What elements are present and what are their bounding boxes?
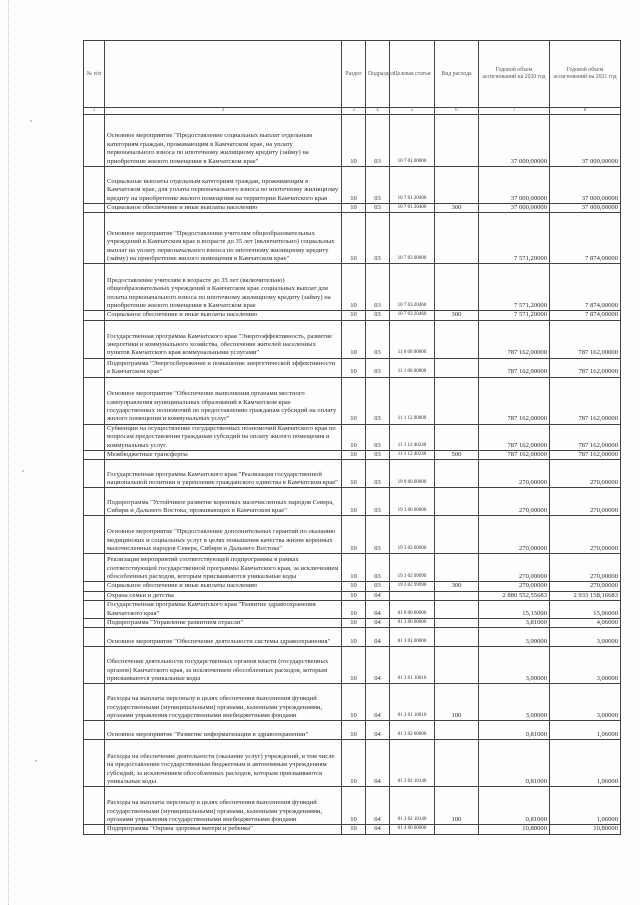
row-sum-2020-cell: 270,00000	[479, 554, 550, 582]
table-row	[84, 451, 621, 460]
row-sum-2020-cell: 787 162,00000	[479, 320, 550, 358]
row-podrazdel-cell: 03	[366, 320, 390, 358]
row-sum-2020-cell: 0,81000	[479, 721, 550, 740]
header-sum-2021: Годовой объем ассигнований на 2021 год	[550, 41, 621, 108]
table-row	[84, 554, 621, 582]
row-sum-2020-cell: 0,81000	[479, 740, 550, 787]
row-podrazdel-cell: 03	[366, 582, 390, 591]
row-name-cell: Социальные выплаты отдельным категориям граждан, проживающим в Камчатском крае, для уплаты первоначального взноса по ипотечному жилищному кредиту на приобретение жилого помещения на территории Камчатского края	[105, 167, 342, 204]
row-number-cell	[84, 516, 105, 554]
row-sum-2021-cell: 37 000,00000	[550, 204, 621, 213]
row-razdel-cell: 10	[342, 601, 366, 619]
row-razdel-cell: 10	[342, 213, 366, 264]
row-name-cell: Основное мероприятие "Развитие информатизации в здравоохранении"	[105, 721, 342, 740]
row-sum-2020-cell: 3,00000	[479, 684, 550, 721]
row-target-article-cell: 11 0 00 00000	[390, 320, 435, 358]
row-sum-2021-cell: 270,00000	[550, 582, 621, 591]
row-sum-2021-cell: 1,06000	[550, 787, 621, 825]
table-row	[84, 619, 621, 628]
row-number-cell	[84, 204, 105, 213]
row-expense-type-cell	[435, 488, 479, 516]
row-target-article-cell: 01 3 02 10140	[390, 740, 435, 787]
row-sum-2021-cell: 37 000,00000	[550, 167, 621, 204]
row-target-article-cell: 10 7 01 20400	[390, 204, 435, 213]
row-sum-2020-cell: 3,00000	[479, 628, 550, 647]
row-target-article-cell: 01 3 01 10010	[390, 647, 435, 684]
row-target-article-cell: 11 1 00 00000	[390, 358, 435, 377]
row-number-cell	[84, 358, 105, 377]
table-row	[84, 460, 621, 488]
row-sum-2021-cell: 787 162,00000	[550, 451, 621, 460]
row-podrazdel-cell: 03	[366, 424, 390, 450]
row-expense-type-cell	[435, 628, 479, 647]
row-number-cell	[84, 488, 105, 516]
row-sum-2020-cell: 7 571,20000	[479, 311, 550, 320]
row-expense-type-cell: 300	[435, 582, 479, 591]
row-sum-2021-cell: 787 162,00000	[550, 424, 621, 450]
row-name-cell: Расходы на выплаты персоналу в целях обеспечения выполнения функций государственными (муниципальными) органами, казенными учреждениями, органами управления государственными внебюджетными фондами	[105, 684, 342, 721]
row-sum-2021-cell: 3,00000	[550, 684, 621, 721]
header-name	[105, 41, 342, 108]
row-target-article-cell: 19 3 02 99990	[390, 582, 435, 591]
row-razdel-cell: 10	[342, 787, 366, 825]
row-podrazdel-cell: 03	[366, 460, 390, 488]
header-razdel: Раздел	[342, 41, 366, 108]
table-row	[84, 115, 621, 167]
row-number-cell	[84, 311, 105, 320]
row-target-article-cell: 01 3 02 00000	[390, 721, 435, 740]
row-name-cell: Основное мероприятие "Предоставление дополнительных гарантий по оказанию медицинских и социальных услуг в целях повышения качества жизни коренных малочисленных народов Севера, Сибири и Дальнего Востока"	[105, 516, 342, 554]
row-razdel-cell: 10	[342, 516, 366, 554]
row-razdel-cell: 10	[342, 358, 366, 377]
row-number-cell	[84, 601, 105, 619]
row-sum-2020-cell: 37 000,00000	[479, 204, 550, 213]
row-expense-type-cell: 500	[435, 451, 479, 460]
row-sum-2021-cell: 4,06000	[550, 619, 621, 628]
row-razdel-cell: 10	[342, 460, 366, 488]
table-row	[84, 358, 621, 377]
row-sum-2020-cell: 2 880 552,55683	[479, 591, 550, 600]
row-sum-2020-cell: 270,00000	[479, 582, 550, 591]
row-target-article-cell: 01 3 00 00000	[390, 619, 435, 628]
row-name-cell: Основное мероприятие "Обеспечение выполнения органами местного самоуправления муниципальных образований в Камчатском крае государственных полномочий по предоставлению гражданам субсидий на оплату жилого помещения и коммунальных услуг"	[105, 377, 342, 424]
row-sum-2021-cell: 37 000,00000	[550, 115, 621, 167]
row-name-cell: Обеспечение деятельности государственных органов власти (государственных органов) Камчатского края, за исключением обособленных расходов, которым присваиваются уникальные коды	[105, 647, 342, 684]
row-podrazdel-cell: 03	[366, 167, 390, 204]
row-number-cell	[84, 647, 105, 684]
budget-table	[83, 40, 621, 835]
table-row	[84, 424, 621, 450]
row-sum-2021-cell: 3,00000	[550, 647, 621, 684]
row-sum-2021-cell: 1,06000	[550, 740, 621, 787]
row-razdel-cell: 10	[342, 628, 366, 647]
row-expense-type-cell	[435, 460, 479, 488]
row-podrazdel-cell: 04	[366, 684, 390, 721]
row-target-article-cell: 11 1 12 00000	[390, 377, 435, 424]
row-target-article-cell: 19 3 02 00000	[390, 516, 435, 554]
row-podrazdel-cell: 03	[366, 451, 390, 460]
table-row	[84, 721, 621, 740]
column-number: 8	[550, 108, 621, 115]
row-expense-type-cell	[435, 647, 479, 684]
column-number: 6	[435, 108, 479, 115]
row-podrazdel-cell: 03	[366, 213, 390, 264]
row-podrazdel-cell: 03	[366, 358, 390, 377]
scan-speck	[35, 760, 37, 762]
row-expense-type-cell	[435, 619, 479, 628]
table-row	[84, 601, 621, 619]
row-razdel-cell: 10	[342, 619, 366, 628]
row-sum-2020-cell: 270,00000	[479, 488, 550, 516]
row-target-article-cell: 01 0 00 00000	[390, 601, 435, 619]
row-podrazdel-cell: 03	[366, 554, 390, 582]
table-row	[84, 264, 621, 311]
row-expense-type-cell	[435, 591, 479, 600]
table-row	[84, 213, 621, 264]
table-header-row	[84, 41, 621, 108]
row-podrazdel-cell: 04	[366, 825, 390, 834]
row-number-cell	[84, 213, 105, 264]
table-row	[84, 787, 621, 825]
row-razdel-cell: 10	[342, 451, 366, 460]
header-podrazdel: Подраздел	[366, 41, 390, 108]
row-sum-2020-cell: 787 162,00000	[479, 377, 550, 424]
row-razdel-cell: 10	[342, 204, 366, 213]
row-sum-2020-cell: 7 571,20000	[479, 213, 550, 264]
row-razdel-cell: 10	[342, 647, 366, 684]
row-sum-2021-cell: 7 874,00000	[550, 311, 621, 320]
header-target-article: Целевая статья	[390, 41, 435, 108]
row-target-article-cell: 01 4 00 00000	[390, 825, 435, 834]
row-target-article-cell: 10 7 01 00000	[390, 115, 435, 167]
row-podrazdel-cell: 03	[366, 115, 390, 167]
row-expense-type-cell	[435, 320, 479, 358]
row-number-cell	[84, 264, 105, 311]
row-sum-2020-cell: 270,00000	[479, 516, 550, 554]
table-row	[84, 516, 621, 554]
header-number: № п/п	[84, 41, 105, 108]
row-expense-type-cell	[435, 264, 479, 311]
table-row	[84, 647, 621, 684]
row-target-article-cell: 19 3 00 00000	[390, 488, 435, 516]
table-row	[84, 825, 621, 834]
row-number-cell	[84, 684, 105, 721]
row-expense-type-cell	[435, 516, 479, 554]
row-razdel-cell: 10	[342, 554, 366, 582]
table-row	[84, 591, 621, 600]
scan-margin-line	[8, 0, 9, 905]
row-podrazdel-cell: 04	[366, 601, 390, 619]
row-podrazdel-cell: 03	[366, 311, 390, 320]
row-expense-type-cell	[435, 601, 479, 619]
row-razdel-cell: 10	[342, 311, 366, 320]
row-razdel-cell: 10	[342, 582, 366, 591]
row-name-cell: Расходы на выплаты персоналу в целях обеспечения выполнения функций государственными (муниципальными) органами, казенными учреждениями, органами управления государственными внебюджетными фондами	[105, 787, 342, 825]
row-name-cell: Социальное обеспечение и иные выплаты населению	[105, 311, 342, 320]
table-row	[84, 488, 621, 516]
row-name-cell: Государственная программа Камчатского края "Энергоэффективность, развитие энергетики и коммунального хозяйства, обеспечение жителей населенных пунктов Камчатского края коммунальными услугами"	[105, 320, 342, 358]
row-razdel-cell: 10	[342, 377, 366, 424]
row-razdel-cell: 10	[342, 740, 366, 787]
row-sum-2021-cell: 10,80000	[550, 825, 621, 834]
row-razdel-cell: 10	[342, 488, 366, 516]
row-sum-2020-cell: 787 162,00000	[479, 424, 550, 450]
row-name-cell: Основное мероприятие "Предоставление социальных выплат отдельным категориям граждан, проживающим в Камчатском крае, на уплату первоначального взноса по ипотечному жилищному кредиту (займу) на приобретение жилого помещения в Камчатском крае"	[105, 115, 342, 167]
row-razdel-cell: 10	[342, 825, 366, 834]
row-sum-2020-cell: 7 571,20000	[479, 264, 550, 311]
row-name-cell: Подпрограмма "Устойчивое развитие коренных малочисленных народов Севера, Сибири и Дальнего Востока, проживающих в Камчатском крае"	[105, 488, 342, 516]
row-name-cell: Подпрограмма "Энергосбережение и повышение энергетической эффективности в Камчатском крае"	[105, 358, 342, 377]
column-number: 3	[342, 108, 366, 115]
row-razdel-cell: 10	[342, 424, 366, 450]
row-sum-2020-cell: 0,81000	[479, 787, 550, 825]
table-row	[84, 377, 621, 424]
row-name-cell: Предоставление учителям в возрасте до 35 лет (включительно) общеобразовательных учреждений в Камчатском крае социальных выплат для оплаты первоначального взноса по ипотечному жилищному кредиту (займу) на приобретение жилого помещения в Камчатском крае	[105, 264, 342, 311]
row-number-cell	[84, 554, 105, 582]
row-expense-type-cell: 100	[435, 684, 479, 721]
row-target-article-cell: 01 3 01 10010	[390, 684, 435, 721]
row-expense-type-cell	[435, 554, 479, 582]
column-number: 1	[84, 108, 105, 115]
row-podrazdel-cell: 04	[366, 721, 390, 740]
row-number-cell	[84, 115, 105, 167]
row-sum-2020-cell: 3,00000	[479, 647, 550, 684]
row-number-cell	[84, 167, 105, 204]
row-podrazdel-cell: 04	[366, 619, 390, 628]
row-expense-type-cell: 300	[435, 311, 479, 320]
column-number-row	[84, 108, 621, 115]
row-sum-2021-cell: 2 933 158,16683	[550, 591, 621, 600]
row-name-cell: Подпрограмма "Охрана здоровья матери и ребенка"	[105, 825, 342, 834]
row-expense-type-cell	[435, 740, 479, 787]
row-name-cell: Социальное обеспечение и иные выплаты населению	[105, 204, 342, 213]
row-name-cell: Охрана семьи и детства	[105, 591, 342, 600]
row-target-article-cell: 10 7 03 20460	[390, 264, 435, 311]
row-number-cell	[84, 451, 105, 460]
row-target-article-cell: 01 3 02 10140	[390, 787, 435, 825]
row-number-cell	[84, 619, 105, 628]
row-name-cell: Подпрограмма "Управление развитием отрасли"	[105, 619, 342, 628]
row-sum-2021-cell: 787 162,00000	[550, 358, 621, 377]
row-podrazdel-cell: 04	[366, 647, 390, 684]
row-name-cell: Государственная программа Камчатского края "Реализация государственной национальной политики и укрепление гражданского единства в Камчатском крае"	[105, 460, 342, 488]
table-row	[84, 204, 621, 213]
row-sum-2020-cell: 10,80000	[479, 825, 550, 834]
row-sum-2020-cell: 787 162,00000	[479, 451, 550, 460]
row-sum-2021-cell: 270,00000	[550, 554, 621, 582]
row-sum-2021-cell: 270,00000	[550, 460, 621, 488]
table-row	[84, 684, 621, 721]
row-razdel-cell: 10	[342, 167, 366, 204]
row-expense-type-cell: 100	[435, 787, 479, 825]
row-sum-2021-cell: 15,06000	[550, 601, 621, 619]
row-sum-2021-cell: 3,00000	[550, 628, 621, 647]
row-sum-2020-cell: 37 000,00000	[479, 167, 550, 204]
row-sum-2021-cell: 787 162,00000	[550, 320, 621, 358]
row-target-article-cell	[390, 591, 435, 600]
column-number: 4	[366, 108, 390, 115]
row-target-article-cell: 11 1 12 40240	[390, 424, 435, 450]
row-expense-type-cell	[435, 213, 479, 264]
row-name-cell: Основное мероприятие "Предоставление учителям общеобразовательных учреждений в Камчатском крае в возрасте до 35 лет (включительно) социальных выплат на уплату первоначального взноса по ипотечному жилищному кредиту (займу) на приобретение жилого помещения в Камчатском крае"	[105, 213, 342, 264]
row-target-article-cell: 19 3 02 99990	[390, 554, 435, 582]
row-sum-2021-cell: 7 874,00000	[550, 213, 621, 264]
row-target-article-cell: 10 7 03 00000	[390, 213, 435, 264]
row-sum-2021-cell: 787 162,00000	[550, 377, 621, 424]
row-podrazdel-cell: 03	[366, 204, 390, 213]
row-razdel-cell: 10	[342, 721, 366, 740]
row-sum-2021-cell: 270,00000	[550, 516, 621, 554]
row-target-article-cell: 11 1 12 40240	[390, 451, 435, 460]
row-expense-type-cell: 300	[435, 204, 479, 213]
table-body	[84, 115, 621, 835]
row-podrazdel-cell: 03	[366, 488, 390, 516]
row-number-cell	[84, 787, 105, 825]
table-row	[84, 740, 621, 787]
row-target-article-cell: 19 0 00 00000	[390, 460, 435, 488]
row-sum-2021-cell: 7 874,00000	[550, 264, 621, 311]
row-expense-type-cell	[435, 825, 479, 834]
row-target-article-cell: 01 3 01 00000	[390, 628, 435, 647]
row-sum-2020-cell: 270,00000	[479, 460, 550, 488]
row-razdel-cell: 10	[342, 115, 366, 167]
row-target-article-cell: 10 7 03 20460	[390, 311, 435, 320]
row-sum-2021-cell: 270,00000	[550, 488, 621, 516]
row-name-cell: Реализация мероприятий соответствующей подпрограммы в рамках соответствующей государственной программы Камчатского края, за исключением обособленных расходов, которым присваиваются уникальные коды	[105, 554, 342, 582]
scan-speck	[30, 120, 32, 122]
row-sum-2020-cell: 15,15000	[479, 601, 550, 619]
row-number-cell	[84, 825, 105, 834]
row-sum-2020-cell: 787 162,00000	[479, 358, 550, 377]
column-number: 5	[390, 108, 435, 115]
row-number-cell	[84, 424, 105, 450]
table-row	[84, 628, 621, 647]
row-podrazdel-cell: 03	[366, 516, 390, 554]
row-name-cell: Расходы на обеспечение деятельности (оказание услуг) учреждений, в том числе на предоставление государственным бюджетным и автономным учреждениям субсидий, за исключением обособленных расходов, которым присваиваются уникальные коды	[105, 740, 342, 787]
row-expense-type-cell	[435, 167, 479, 204]
row-expense-type-cell	[435, 424, 479, 450]
row-name-cell: Социальное обеспечение и иные выплаты населению	[105, 582, 342, 591]
row-number-cell	[84, 628, 105, 647]
row-number-cell	[84, 320, 105, 358]
row-number-cell	[84, 591, 105, 600]
table-row	[84, 320, 621, 358]
row-podrazdel-cell: 04	[366, 740, 390, 787]
row-number-cell	[84, 721, 105, 740]
row-podrazdel-cell: 04	[366, 787, 390, 825]
row-name-cell: Субвенции на осуществление государственных полномочий Камчатского края по вопросам предоставления гражданам субсидий на оплату жилого помещения и коммунальных услуг	[105, 424, 342, 450]
header-expense-type: Вид расхода	[435, 41, 479, 108]
row-target-article-cell: 10 7 01 20400	[390, 167, 435, 204]
scan-speck	[22, 470, 24, 472]
table-row	[84, 167, 621, 204]
row-number-cell	[84, 740, 105, 787]
row-number-cell	[84, 582, 105, 591]
row-name-cell: Государственная программа Камчатского края "Развитие здравоохранения Камчатского края"	[105, 601, 342, 619]
column-number: 2	[105, 108, 342, 115]
row-sum-2021-cell: 1,06000	[550, 721, 621, 740]
row-podrazdel-cell: 03	[366, 377, 390, 424]
row-razdel-cell: 10	[342, 684, 366, 721]
row-podrazdel-cell: 03	[366, 264, 390, 311]
row-podrazdel-cell: 04	[366, 628, 390, 647]
row-razdel-cell: 10	[342, 591, 366, 600]
row-number-cell	[84, 460, 105, 488]
row-name-cell: Межбюджетные трансферты	[105, 451, 342, 460]
column-number: 7	[479, 108, 550, 115]
row-expense-type-cell	[435, 377, 479, 424]
row-razdel-cell: 10	[342, 320, 366, 358]
header-sum-2020: Годовой объем ассигнований на 2020 год	[479, 41, 550, 108]
row-sum-2020-cell: 37 000,00000	[479, 115, 550, 167]
row-expense-type-cell	[435, 721, 479, 740]
row-podrazdel-cell: 04	[366, 591, 390, 600]
row-sum-2020-cell: 3,81000	[479, 619, 550, 628]
table-row	[84, 582, 621, 591]
row-expense-type-cell	[435, 358, 479, 377]
row-razdel-cell: 10	[342, 264, 366, 311]
row-name-cell: Основное мероприятие "Обеспечение деятельности системы здравоохранения"	[105, 628, 342, 647]
row-expense-type-cell	[435, 115, 479, 167]
table-row	[84, 311, 621, 320]
row-number-cell	[84, 377, 105, 424]
